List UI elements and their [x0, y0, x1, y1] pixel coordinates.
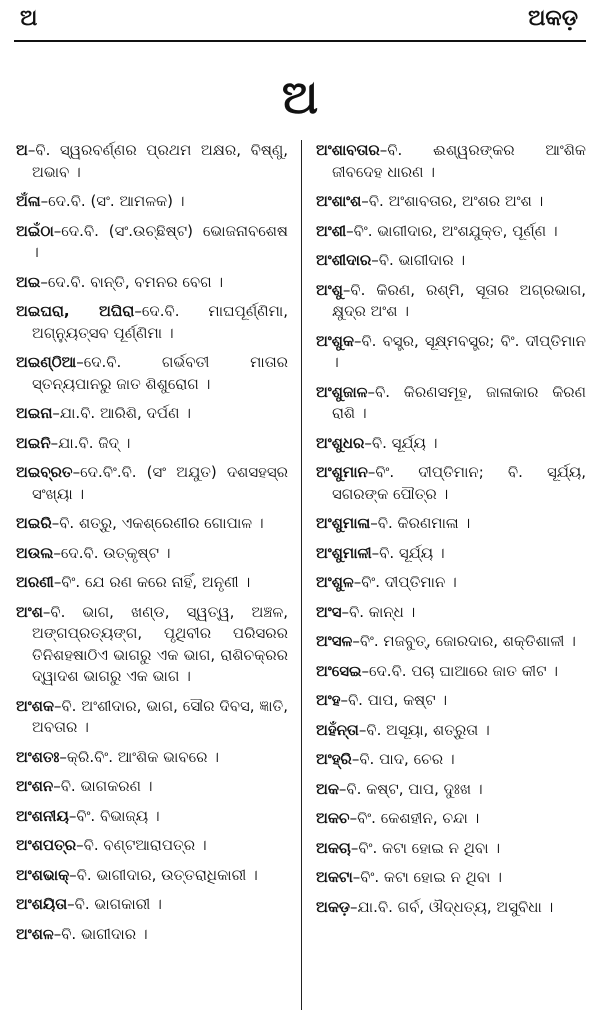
right-column	[316, 140, 586, 926]
dictionary-entry	[16, 776, 288, 798]
headword: ଅଂଶୟିତା	[16, 895, 68, 913]
headword: ଅଇନା	[16, 404, 53, 422]
headword: ଅଇଘରା, ଅଘିରା	[16, 302, 135, 320]
headword: ଅଇରି	[16, 514, 52, 532]
definition: –ଦେ.ବି. ମାଘପୂର୍ଣ୍ଣିମା, ଅଗ୍ନ୍ୟୁତ୍ସବ ପୂର୍ଣ୍ଣିମା ।	[32, 302, 288, 342]
definition: –ବି. ଅଂଶାବତାର, ଅଂଶର ଅଂଶ ।	[361, 192, 544, 210]
headword: ଅଉଲ	[16, 543, 54, 562]
headword: ଅଂଶୁମାଳୀ	[316, 543, 372, 562]
headword: ଅଂଶୁଜାଳ	[316, 382, 368, 401]
dictionary-entry	[316, 779, 586, 801]
dictionary-entry	[16, 543, 288, 565]
headword: ଅଂଶଭାକ୍	[16, 865, 70, 884]
definition: –ଦେ.ବି. (ସଂ.ଉଚ୍ଛିଷ୍ଟ) ଭୋଜନାବଶେଷ ।	[32, 221, 288, 261]
definition: –ବି. ଭାଗୀଦାର ।	[371, 251, 466, 269]
dictionary-entry	[316, 602, 586, 624]
definition: –ବି. ବସ୍ତ୍ର, ସୂକ୍ଷ୍ମବସ୍ତ୍ର; ବିଂ. ଦୀପ୍ତିମାନ ।	[332, 331, 586, 371]
headword: ଅକଚ	[316, 809, 350, 827]
dictionary-entry	[316, 720, 586, 742]
dictionary-entry	[16, 191, 288, 213]
headword: ଅଂଶୁଳ	[316, 573, 354, 591]
dictionary-entry	[316, 808, 586, 830]
headword: ଅଂଶୀ	[316, 221, 347, 240]
dictionary-entry	[316, 867, 586, 889]
headword: ଅଇନି	[16, 433, 51, 452]
definition: –ବିଂ. ଭାଗୀଦାର, ଅଂଶଯୁକ୍ତ, ପୂର୍ଣ୍ଣ ।	[346, 221, 558, 240]
header-guide-word: ଅକଡ଼	[528, 6, 578, 31]
headword: ଅଂହ	[316, 691, 341, 709]
headword: ଅଁଳା	[16, 192, 41, 210]
headword: ଅଇଣ୍ଠିଆ	[16, 353, 77, 371]
dictionary-entry	[316, 140, 586, 183]
dictionary-entry	[16, 835, 288, 857]
headword: ଅଂଶ	[16, 602, 43, 621]
headword: ଅଂଶାବତାର	[316, 141, 380, 159]
headword: ଅରଣୀ	[16, 573, 54, 591]
dictionary-entry	[316, 221, 586, 243]
definition: –ବିଂ. ବିଭାଜ୍ୟ ।	[68, 806, 160, 825]
definition: –ବିଂ. କଟା ହୋଇ ନ ଥିବା ।	[350, 838, 501, 857]
dictionary-entry	[16, 352, 288, 395]
headword: ଅହଁନ୍ତା	[316, 720, 359, 739]
headword: ଅଂଶଳ	[16, 924, 54, 943]
definition: –ଦେ.ବି. (ସଂ. ଆମଳକ) ।	[40, 192, 185, 210]
definition: –ବି. ସୂର୍ଯ୍ୟ ।	[371, 543, 445, 562]
definition: –ଯା.ବି. ଜିଦ୍ ।	[50, 433, 131, 452]
dictionary-entry	[316, 543, 586, 565]
headword: ଅଂସେଇ	[316, 661, 362, 680]
headword: ଅଇଁଠା	[16, 221, 54, 240]
definition: –କ୍ରି.ବିଂ. ଆଂଶିକ ଭାବରେ ।	[59, 747, 219, 766]
dictionary-entry	[16, 403, 288, 425]
dictionary-entry	[316, 191, 586, 213]
dictionary-entry	[16, 806, 288, 828]
dictionary-entry	[16, 272, 288, 294]
headword: ଅଂଶୁକ	[316, 331, 354, 350]
definition: –ବିଂ. ଦୀପ୍ତିମାନ ।	[353, 573, 457, 591]
dictionary-entry	[316, 838, 586, 860]
left-column	[16, 140, 288, 953]
headword: ଅଇ	[16, 272, 41, 291]
dictionary-entry	[316, 382, 586, 425]
definition: –ବି. ଭାଗୀଦାର ।	[53, 924, 148, 943]
definition: –ବିଂ. ଦୀପ୍ତିମାନ; ବି. ସୂର୍ଯ୍ୟ, ସଗରଙ୍କ ପୌତ୍ର ।	[332, 463, 586, 503]
dictionary-entry	[16, 572, 288, 594]
dictionary-entry	[316, 661, 586, 683]
definition: –ବି. ଈଶ୍ୱରଙ୍କର ଆଂଶିକ ଜୀବଦେହ ଧାରଣ ।	[332, 141, 586, 181]
definition: –ବି. କଷ୍ଟ, ପାପ, ଦୁଃଖ ।	[338, 779, 483, 798]
headword: ଅଂହ୍ରି	[316, 750, 352, 768]
dictionary-entry	[16, 865, 288, 887]
headword: ଅକ	[316, 779, 339, 798]
definition: –ଯା.ବି. ଗର୍ବ, ଔଦ୍ଧତ୍ୟ, ଅସୁବିଧା ।	[350, 897, 554, 916]
header-rule	[14, 40, 586, 42]
headword: ଅଂଶୁଧର	[316, 433, 365, 452]
dictionary-entry	[16, 301, 288, 344]
headword: ଅଂଶୁ	[316, 280, 343, 299]
headword: ଅକଚା	[316, 838, 351, 857]
dictionary-entry	[316, 250, 586, 272]
headword: ଅଂଶପତ୍ର	[16, 836, 77, 854]
column-divider	[301, 140, 302, 1010]
section-letter: ଅ	[281, 70, 319, 124]
definition: –ବିଂ. କେଶହୀନ, ଚନ୍ଦା ।	[349, 809, 480, 827]
dictionary-entry	[316, 331, 586, 374]
definition: –ଦେ.ବି. ବାନ୍ତି, ବମନର ବେଗ ।	[40, 272, 224, 291]
definition: –ବି. ବଣ୍ଟଆରାପତ୍ର ।	[76, 836, 207, 854]
dictionary-entry	[16, 462, 288, 505]
definition: –ବି. ଭାଗକାରୀ ।	[67, 895, 162, 913]
dictionary-entry	[16, 894, 288, 916]
dictionary-entry	[316, 433, 586, 455]
headword: ଅ	[16, 141, 28, 159]
definition: –ବି. ଭାଗ, ଖଣ୍ଡ, ସ୍ୱତ୍ୱ, ଅଞ୍ଚଳ, ଅଙ୍ଗପ୍ରତ୍ୟଙ୍ଗ, ପୃଥିବୀର ପରିସରର ତିନିଶହଷାଠିଏ ଭାଗରୁ ଏକ ଭାଗ, ରାଶିଚକ୍ରର ଦ୍ୱାଦଶ ଭାଗରୁ ଏକ ଭାଗ ।	[32, 602, 288, 685]
headword: ଅକଡ଼	[316, 897, 351, 916]
definition: –ବି. ସୂର୍ଯ୍ୟ ।	[364, 433, 438, 452]
dictionary-entry	[16, 747, 288, 769]
dictionary-entry	[16, 696, 288, 739]
headword: ଅଂଶାଂଶ	[316, 192, 362, 210]
definition: –ବି. ଭାଗକରଣ ।	[53, 777, 153, 795]
headword: ଅଂସ	[316, 602, 342, 621]
dictionary-entry	[316, 280, 586, 323]
dictionary-entry	[316, 749, 586, 771]
headword: ଅଂଶତଃ	[16, 747, 60, 766]
headword: ଅଂଶନ	[16, 777, 54, 795]
headword: ଅଂଶକ	[16, 696, 54, 715]
dictionary-entry	[316, 462, 586, 505]
dictionary-entry	[316, 513, 586, 535]
page-header	[0, 0, 600, 42]
definition: –ବି. କିରଣମାଳା ।	[370, 514, 471, 532]
definition: –ବି. କାନ୍ଧ ।	[341, 602, 416, 621]
definition: –ବି. କିରଣସମୂହ, ଜାଳାକାର କିରଣ ରାଶି ।	[332, 382, 586, 422]
definition: –ବିଂ. ମଜବୁତ୍, ଜୋରଦାର, ଶକ୍ତିଶାଳୀ ।	[352, 632, 576, 650]
headword: ଅଇବ୍ରତ	[16, 463, 73, 481]
dictionary-entry	[316, 690, 586, 712]
dictionary-entry	[16, 602, 288, 688]
headword: ଅଂଶୀଦାର	[316, 251, 372, 269]
header-letter: ଅ	[20, 6, 38, 31]
headword: ଅକଟା	[316, 868, 353, 886]
definition: –ବି. ପାଦ, ଚେର ।	[351, 750, 455, 768]
definition: –ଦେ.ବି. ଉତ୍କୃଷ୍ଟ ।	[53, 543, 171, 562]
definition: –ଯା.ବି. ଆରିଶି, ଦର୍ପଣ ।	[52, 404, 191, 422]
headword: ଅଂସଳ	[316, 632, 353, 650]
definition: –ବିଂ. କଟା ହୋଇ ନ ଥିବା ।	[352, 868, 502, 886]
definition: –ବି. କିରଣ, ରଶ୍ମି, ସୂତାର ଅଗ୍ରଭାଗ, କ୍ଷୁଦ୍ର ଅଂଶ ।	[332, 280, 586, 320]
dictionary-entry	[16, 433, 288, 455]
headword: ଅଂଶନୀୟ	[16, 806, 69, 825]
definition: –ବି. ପାପ, କଷ୍ଟ ।	[340, 691, 448, 709]
definition: –ବି. ଭାଗୀଦାର, ଉତ୍ତରାଧିକାରୀ ।	[69, 865, 258, 884]
definition: –ଦେ.ବି. ପଚା ଘାଆରେ ଜାତ କୀଟ ।	[361, 661, 559, 680]
dictionary-entry	[316, 572, 586, 594]
definition: –ବି. ଶତ୍ରୁ, ଏକଶ୍ରେଣୀର ଗୋପାଳ ।	[51, 514, 264, 532]
definition: –ଦେ.ବି. ଗର୍ଭବତୀ ମାତାର ସ୍ତନ୍ୟପାନରୁ ଜାତ ଶିଶୁରୋଗ ।	[32, 353, 288, 393]
headword: ଅଂଶୁମାନ	[316, 463, 368, 481]
definition: –ବିଂ. ଯେ ରଣ କରେ ନାହିଁ, ଅନୃଣୀ ।	[53, 573, 251, 591]
dictionary-entry	[16, 140, 288, 183]
definition: –ବି. ଅସୂୟା, ଶତ୍ରୁତା ।	[358, 720, 490, 739]
dictionary-entry	[16, 221, 288, 264]
definition: –ବି. ଅଂଶୀଦାର, ଭାଗ, ସୌର ଦିବସ, ଜ୍ଞାତି, ଅବତାର ।	[32, 696, 288, 736]
headword: ଅଂଶୁମାଳା	[316, 514, 371, 532]
dictionary-entry	[316, 897, 586, 919]
definition: –ବି. ସ୍ୱରବର୍ଣ୍ଣର ପ୍ରଥମ ଅକ୍ଷର, ବିଷ୍ଣୁ, ଅଭାବ ।	[27, 141, 288, 181]
dictionary-entry	[16, 924, 288, 946]
dictionary-entry	[316, 631, 586, 653]
dictionary-entry	[16, 513, 288, 535]
definition: –ଦେ.ବିଂ.ବି. (ସଂ ଅଯୁତ) ଦଶସହସ୍ର ସଂଖ୍ୟା ।	[32, 463, 288, 503]
